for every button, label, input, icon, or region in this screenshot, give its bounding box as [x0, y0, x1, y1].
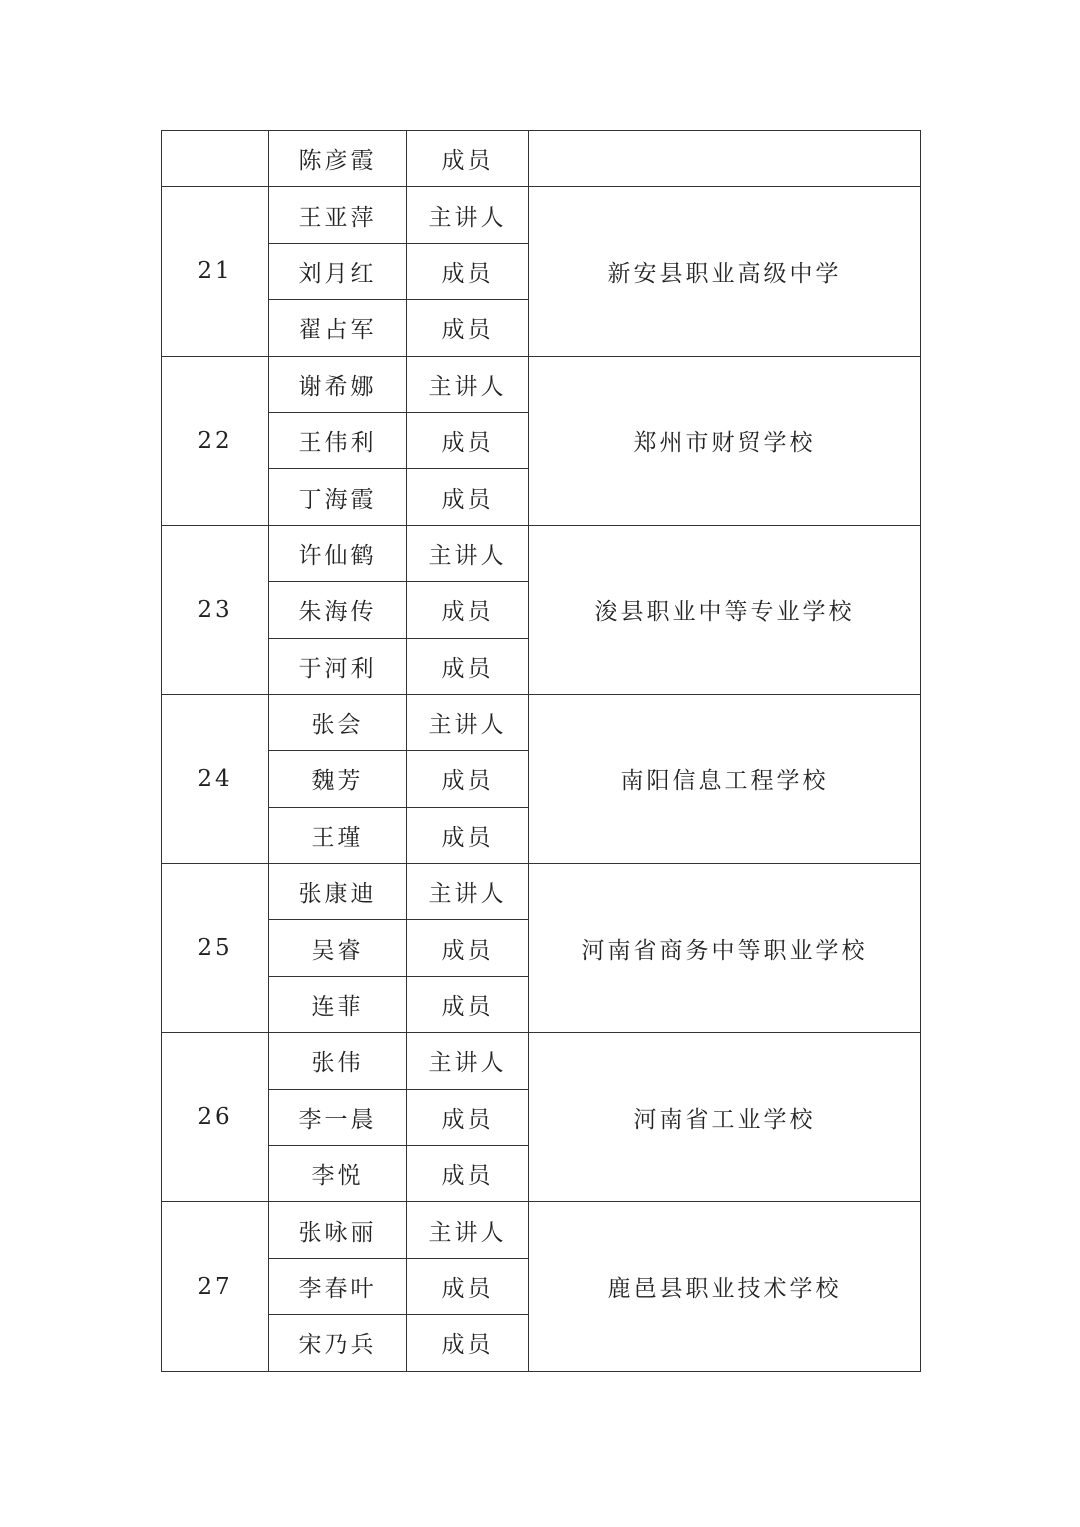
member-name-cell: 李春叶: [269, 1258, 407, 1314]
table-row: [162, 131, 921, 187]
school-cell: 河南省工业学校: [529, 1033, 921, 1202]
member-role-cell: 成员: [407, 582, 529, 638]
member-role-cell: 成员: [407, 1315, 529, 1371]
member-role-cell: 成员: [407, 1089, 529, 1145]
member-name-cell: 王伟利: [269, 412, 407, 468]
school-cell: 鹿邑县职业技术学校: [529, 1202, 921, 1371]
member-role-cell: 主讲人: [407, 1033, 529, 1089]
member-name-cell: 李一晨: [269, 1089, 407, 1145]
member-role-cell: 成员: [407, 131, 529, 187]
table-row: [162, 1033, 921, 1089]
member-role-cell: 成员: [407, 751, 529, 807]
member-role-cell: 成员: [407, 243, 529, 299]
member-name-cell: 魏芳: [269, 751, 407, 807]
table-row: [162, 525, 921, 581]
roster-table: [161, 130, 921, 1372]
group-number-cell: 23: [162, 525, 269, 694]
member-role-cell: 成员: [407, 920, 529, 976]
group-number-cell: 21: [162, 187, 269, 356]
group-number-cell: 26: [162, 1033, 269, 1202]
member-name-cell: 谢希娜: [269, 356, 407, 412]
member-role-cell: 成员: [407, 412, 529, 468]
member-name-cell: 许仙鹤: [269, 525, 407, 581]
member-name-cell: 张伟: [269, 1033, 407, 1089]
member-role-cell: 成员: [407, 807, 529, 863]
table-row: [162, 864, 921, 920]
school-cell: 新安县职业高级中学: [529, 187, 921, 356]
member-name-cell: 于河利: [269, 638, 407, 694]
member-name-cell: 宋乃兵: [269, 1315, 407, 1371]
member-name-cell: 朱海传: [269, 582, 407, 638]
member-name-cell: 张康迪: [269, 864, 407, 920]
member-role-cell: 主讲人: [407, 187, 529, 243]
member-role-cell: 成员: [407, 1146, 529, 1202]
member-name-cell: 李悦: [269, 1146, 407, 1202]
school-cell: [529, 131, 921, 187]
member-name-cell: 吴睿: [269, 920, 407, 976]
school-cell: 河南省商务中等职业学校: [529, 864, 921, 1033]
group-number-cell: 27: [162, 1202, 269, 1371]
member-role-cell: 主讲人: [407, 1202, 529, 1258]
member-name-cell: 刘月红: [269, 243, 407, 299]
member-name-cell: 连菲: [269, 976, 407, 1032]
school-cell: 郑州市财贸学校: [529, 356, 921, 525]
member-name-cell: 王亚萍: [269, 187, 407, 243]
member-role-cell: 主讲人: [407, 694, 529, 750]
member-role-cell: 主讲人: [407, 525, 529, 581]
group-number-cell: 22: [162, 356, 269, 525]
member-name-cell: 张咏丽: [269, 1202, 407, 1258]
member-name-cell: 丁海霞: [269, 469, 407, 525]
school-cell: 南阳信息工程学校: [529, 694, 921, 863]
member-name-cell: 张会: [269, 694, 407, 750]
member-role-cell: 成员: [407, 300, 529, 356]
member-name-cell: 翟占军: [269, 300, 407, 356]
member-role-cell: 成员: [407, 469, 529, 525]
table-row: [162, 356, 921, 412]
roster-table-body: [162, 131, 921, 1372]
group-number-cell: [162, 131, 269, 187]
group-number-cell: 24: [162, 694, 269, 863]
member-role-cell: 主讲人: [407, 864, 529, 920]
member-name-cell: 王瑾: [269, 807, 407, 863]
school-cell: 浚县职业中等专业学校: [529, 525, 921, 694]
member-role-cell: 成员: [407, 638, 529, 694]
table-row: [162, 694, 921, 750]
member-name-cell: 陈彦霞: [269, 131, 407, 187]
member-role-cell: 成员: [407, 1258, 529, 1314]
table-row: [162, 1202, 921, 1258]
member-role-cell: 主讲人: [407, 356, 529, 412]
member-role-cell: 成员: [407, 976, 529, 1032]
group-number-cell: 25: [162, 864, 269, 1033]
table-row: [162, 187, 921, 243]
